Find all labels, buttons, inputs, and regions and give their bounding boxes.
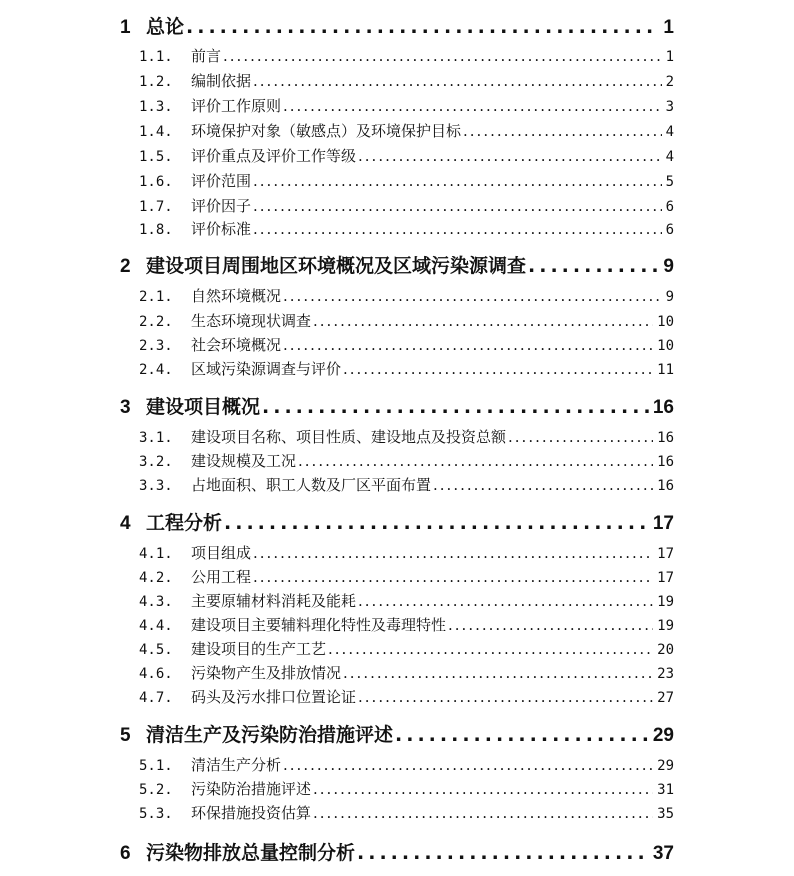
dot-leader xyxy=(448,616,653,634)
entry-title: 清洁生产分析 xyxy=(191,756,282,774)
entry-page-number: 6 xyxy=(665,222,674,238)
entry-number: 6 xyxy=(120,843,131,864)
entry-title: 建设项目主要辅料理化特性及毒理特性 xyxy=(191,616,447,634)
dot-leader xyxy=(463,122,662,140)
entry-number: 2.2. xyxy=(139,314,173,330)
entry-title: 评价范围 xyxy=(191,172,252,190)
toc-section-entry[interactable] xyxy=(139,195,674,217)
entry-page-number: 1 xyxy=(663,17,674,38)
entry-number: 3.3. xyxy=(139,478,173,494)
entry-number: 4.3. xyxy=(139,594,173,610)
entry-number: 2.4. xyxy=(139,362,173,378)
toc-section-entry[interactable] xyxy=(139,310,674,332)
toc-section-entry[interactable] xyxy=(139,45,674,67)
dot-leader xyxy=(283,97,662,115)
toc-section-entry[interactable] xyxy=(139,450,674,472)
entry-number: 4.5. xyxy=(139,642,173,658)
entry-page-number: 19 xyxy=(657,594,674,610)
dot-leader xyxy=(313,780,653,798)
dot-leader xyxy=(313,804,653,822)
toc-section-entry[interactable] xyxy=(139,590,674,612)
entry-page-number: 17 xyxy=(657,570,674,586)
dot-leader xyxy=(283,287,662,305)
entry-title: 总论 xyxy=(146,16,185,38)
toc-chapter-entry[interactable] xyxy=(120,838,674,866)
dot-leader xyxy=(343,360,653,378)
toc-section-entry[interactable] xyxy=(139,686,674,708)
toc-section-entry[interactable] xyxy=(139,638,674,660)
toc-section-entry[interactable] xyxy=(139,95,674,117)
dot-leader xyxy=(328,640,653,658)
entry-title: 建设项目名称、项目性质、建设地点及投资总额 xyxy=(191,428,507,446)
entry-page-number: 31 xyxy=(657,782,674,798)
toc-chapter-entry[interactable] xyxy=(120,508,674,536)
entry-number: 4.7. xyxy=(139,690,173,706)
entry-title: 编制依据 xyxy=(191,72,252,90)
dot-leader xyxy=(433,476,653,494)
entry-page-number: 16 xyxy=(657,430,674,446)
entry-title: 建设规模及工况 xyxy=(191,452,297,470)
entry-number: 1.5. xyxy=(139,149,173,165)
toc-section-entry[interactable] xyxy=(139,802,674,824)
dot-leader xyxy=(262,396,649,418)
toc-section-entry[interactable] xyxy=(139,426,674,448)
entry-title: 区域污染源调查与评价 xyxy=(191,360,342,378)
entry-number: 4.2. xyxy=(139,570,173,586)
dot-leader xyxy=(224,512,649,534)
dot-leader xyxy=(283,336,653,354)
dot-leader xyxy=(358,592,653,610)
entry-title: 建设项目周围地区环境概况及区域污染源调查 xyxy=(146,255,527,277)
entry-title: 生态环境现状调查 xyxy=(191,312,312,330)
entry-title: 主要原辅材料消耗及能耗 xyxy=(191,592,357,610)
entry-number: 5.1. xyxy=(139,758,173,774)
entry-title: 污染物产生及排放情况 xyxy=(191,664,342,682)
entry-page-number: 6 xyxy=(665,199,674,215)
toc-chapter-entry[interactable] xyxy=(120,12,674,40)
entry-page-number: 10 xyxy=(657,314,674,330)
entry-title: 工程分析 xyxy=(146,512,223,534)
toc-section-entry[interactable] xyxy=(139,566,674,588)
entry-title: 评价因子 xyxy=(191,197,252,215)
dot-leader xyxy=(223,47,662,65)
entry-title: 自然环境概况 xyxy=(191,287,282,305)
entry-page-number: 16 xyxy=(657,454,674,470)
dot-leader xyxy=(528,255,659,277)
dot-leader xyxy=(358,147,662,165)
entry-page-number: 4 xyxy=(665,124,674,140)
entry-page-number: 17 xyxy=(652,513,674,534)
toc-section-entry[interactable] xyxy=(139,542,674,564)
entry-page-number: 16 xyxy=(652,397,674,418)
toc-chapter-entry[interactable] xyxy=(120,392,674,420)
entry-title: 公用工程 xyxy=(191,568,252,586)
dot-leader xyxy=(253,568,653,586)
entry-page-number: 11 xyxy=(657,362,674,378)
entry-title: 污染物排放总量控制分析 xyxy=(146,842,356,864)
entry-page-number: 37 xyxy=(652,843,674,864)
dot-leader xyxy=(283,756,653,774)
entry-number: 4.4. xyxy=(139,618,173,634)
dot-leader xyxy=(253,72,662,90)
dot-leader xyxy=(508,428,653,446)
toc-section-entry[interactable] xyxy=(139,662,674,684)
entry-number: 3.2. xyxy=(139,454,173,470)
toc-section-entry[interactable] xyxy=(139,778,674,800)
entry-number: 3 xyxy=(120,397,131,418)
entry-number: 2 xyxy=(120,256,131,277)
entry-number: 1.1. xyxy=(139,49,173,65)
entry-number: 5.3. xyxy=(139,806,173,822)
entry-title: 清洁生产及污染防治措施评述 xyxy=(146,724,394,746)
entry-page-number: 27 xyxy=(657,690,674,706)
entry-page-number: 1 xyxy=(665,49,674,65)
dot-leader xyxy=(186,16,659,38)
toc-section-entry[interactable] xyxy=(139,358,674,380)
entry-title: 评价标准 xyxy=(191,220,252,238)
dot-leader xyxy=(395,724,649,746)
dot-leader xyxy=(253,172,662,190)
entry-number: 1.2. xyxy=(139,74,173,90)
entry-number: 1.6. xyxy=(139,174,173,190)
entry-page-number: 10 xyxy=(657,338,674,354)
entry-title: 评价重点及评价工作等级 xyxy=(191,147,357,165)
dot-leader xyxy=(298,452,653,470)
toc-section-entry[interactable] xyxy=(139,218,674,240)
dot-leader xyxy=(253,544,653,562)
toc-section-entry[interactable] xyxy=(139,120,674,142)
toc-section-entry[interactable] xyxy=(139,614,674,636)
entry-page-number: 20 xyxy=(657,642,674,658)
entry-page-number: 29 xyxy=(657,758,674,774)
toc-section-entry[interactable] xyxy=(139,474,674,496)
entry-title: 建设项目的生产工艺 xyxy=(191,640,327,658)
entry-number: 2.1. xyxy=(139,289,173,305)
toc-chapter-entry[interactable] xyxy=(120,720,674,748)
entry-number: 2.3. xyxy=(139,338,173,354)
entry-page-number: 3 xyxy=(665,99,674,115)
entry-page-number: 2 xyxy=(665,74,674,90)
entry-page-number: 23 xyxy=(657,666,674,682)
entry-title: 前言 xyxy=(191,47,222,65)
dot-leader xyxy=(313,312,653,330)
entry-title: 评价工作原则 xyxy=(191,97,282,115)
entry-number: 4.6. xyxy=(139,666,173,682)
entry-page-number: 5 xyxy=(665,174,674,190)
entry-title: 占地面积、职工人数及厂区平面布置 xyxy=(191,476,432,494)
entry-number: 1.8. xyxy=(139,222,173,238)
entry-page-number: 9 xyxy=(663,256,674,277)
entry-title: 建设项目概况 xyxy=(146,396,261,418)
entry-title: 社会环境概况 xyxy=(191,336,282,354)
toc-section-entry[interactable] xyxy=(139,70,674,92)
entry-page-number: 17 xyxy=(657,546,674,562)
entry-page-number: 35 xyxy=(657,806,674,822)
entry-number: 5.2. xyxy=(139,782,173,798)
entry-page-number: 9 xyxy=(665,289,674,305)
dot-leader xyxy=(343,664,653,682)
entry-title: 环保措施投资估算 xyxy=(191,804,312,822)
entry-number: 4 xyxy=(120,513,131,534)
toc-section-entry[interactable] xyxy=(139,334,674,356)
toc-chapter-entry[interactable] xyxy=(120,251,674,279)
dot-leader xyxy=(358,688,653,706)
toc-section-entry[interactable] xyxy=(139,145,674,167)
entry-number: 3.1. xyxy=(139,430,173,446)
toc-section-entry[interactable] xyxy=(139,754,674,776)
entry-number: 1.7. xyxy=(139,199,173,215)
entry-page-number: 16 xyxy=(657,478,674,494)
toc-section-entry[interactable] xyxy=(139,285,674,307)
entry-page-number: 4 xyxy=(665,149,674,165)
dot-leader xyxy=(253,220,662,238)
entry-number: 1 xyxy=(120,17,131,38)
entry-number: 1.3. xyxy=(139,99,173,115)
entry-number: 1.4. xyxy=(139,124,173,140)
entry-number: 4.1. xyxy=(139,546,173,562)
entry-page-number: 19 xyxy=(657,618,674,634)
entry-title: 码头及污水排口位置论证 xyxy=(191,688,357,706)
dot-leader xyxy=(253,197,662,215)
entry-page-number: 29 xyxy=(652,725,674,746)
dot-leader xyxy=(357,842,649,864)
entry-title: 项目组成 xyxy=(191,544,252,562)
entry-title: 环境保护对象（敏感点）及环境保护目标 xyxy=(191,122,462,140)
entry-number: 5 xyxy=(120,725,131,746)
entry-title: 污染防治措施评述 xyxy=(191,780,312,798)
toc-section-entry[interactable] xyxy=(139,170,674,192)
